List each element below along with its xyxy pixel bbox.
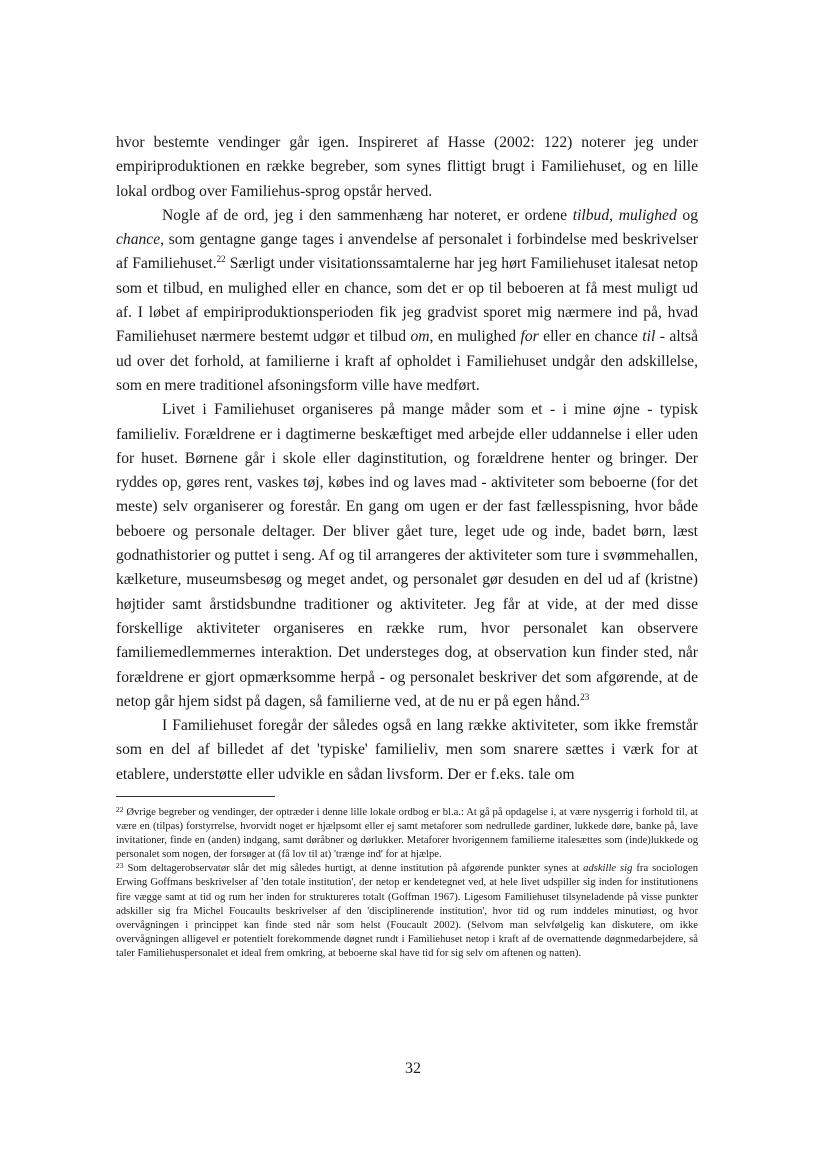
term-om: om — [410, 328, 430, 346]
footnote-23: $^{23}$ Som deltagerobservatør slår det mig således hurtigt, at denne institution på afgørende punkter synes at adskille sig fra sociologen Erwing Goffmans beskrivelser af 'den totale institution', der netop er kendetegnet ved, at hele livet udspiller sig inden for institutionens fire vægge samt at tid og rum her inden for struktureres totalt (Goffman 1967). Ligesom Familiehuset tilsyneladende på visse punkter adskiller sig fra Michel Foucaults beskrivelser af den 'disciplinerende institution', hvor tid og rum inddeles minutiøst, og hvor overvågningen i princippet kan finde sted når som helst (Foucault 2002). (Selvom man selvfølgelig kan diskutere, om ikke overvågningen alligevel er potentielt forekommende døgnet rundt i Familiehuset netop i kraft af de overnattende døgnmedarbejdere, så taler Familiehuspersonalet et ideal frem omkring, at beboerne skal have tid for sig selv om aftenen og natten). — [116, 861, 698, 959]
term-chance: chance — [116, 231, 161, 249]
page-number: 32 — [405, 1060, 421, 1077]
footnote-separator — [116, 796, 275, 797]
term-adskille-sig: adskille sig — [583, 863, 633, 875]
footnotes — [116, 806, 698, 961]
term-for: for — [520, 328, 539, 346]
term-tilbud: tilbud — [572, 206, 610, 224]
footnote-ref-23[interactable]: 23 — [580, 691, 590, 702]
footnote-ref-22[interactable]: 22 — [216, 254, 226, 265]
body-text — [116, 131, 698, 787]
footnote-22: $^{22}$ Øvrige begreber og vendinger, der optræder i denne lille lokale ordbog er bl.a.: At gå på opdagelse i, at være nysgerrig i forhold til, at være en (tilpas) forstyrrelse, hvorvidt noget er hjælpsomt eller ej samt metaforer som nedrullede gardiner, lukkede døre, banke på, lave invitationer, finde en (anden) indgang, samt døråbner og dørlukker. Metaforer hvorigennem familierne italesættes som (inde)lukkede og personalet som nogen, der forsøger at (få lov til at) 'trænge ind' for at hjælpe. — [116, 805, 698, 861]
term-til: til — [642, 328, 656, 346]
paragraph-2: Nogle af de ord, jeg i den sammenhæng har noteret, er ordene tilbud, mulighed og chance, som gentagne gange tages i anvendelse af personalet i forbindelse med beskrivelser af Familiehuset.$^{22}$ Særligt under visitationssamtalerne har jeg hørt Familiehuset italesat netop som et tilbud, en mulighed eller en chance, som det er op til beboeren at få mest muligt ud af. I løbet af empiriproduktionsperioden fik jeg gradvist sporet mig nærmere ind på, hvad Familiehuset nærmere bestemt udgør et tilbud om, en mulighed for eller en chance til - altså ud over det forhold, at familierne i kraft af opholdet i Familiehuset undgår den adskillelse, som en mere traditionel afsoningsform ville have medført. — [116, 206, 699, 394]
paragraph-3: Livet i Familiehuset organiseres på mange måder som et - i mine øjne - typisk familieliv. Forældrene er i dagtimerne beskæftiget med arbejde eller uddannelse i eller uden for huset. Børnene går i skole eller daginstitution, og forældrene henter og bringer. Der ryddes op, gøres rent, vaskes tøj, købes ind og laves mad - aktiviteter som beboerne (for det meste) selv organiserer og forestår. En gang om ugen er der fast fællesspisning, hvor både beboere og personale deltager. Der bliver gået ture, leget ude og inde, badet børn, læst godnathistorier og puttet i seng. Af og til arrangeres der aktiviteter som ture i svømmehallen, kælketure, museumsbesøg og meget andet, og personalet gør desuden en del ud af (kristne) højtider samt årstidsbundne traditioner og aktiviteter. Jeg får at vide, at der med disse forskellige aktiviteter organiseres en række rum, hvor personalet kan observere familiemedlemmernes interaktion. Det understeges dog, at observation kun finder sted, når forældrene er gjort opmærksomme herpå - og personalet beskriver det som afgørende, at de netop går hjem sidst på dagen, så familierne ved, at de nu er på egen hånd.$^{23}$ — [116, 401, 698, 710]
footnote-number: 22 — [116, 805, 124, 814]
paragraph-1: hvor bestemte vendinger går igen. Inspireret af Hasse (2002: 122) noterer jeg under empiriproduktionen en række begreber, som synes flittigt brugt i Familiehuset, og en lille lokal ordbog over Familiehus-sprog opstår herved. — [116, 134, 698, 200]
paragraph-4: I Familiehuset foregår der således også en lang række aktiviteter, som ikke fremstår som en del af billedet af det 'typiske' familieliv, men som snarere sættes i værk for at etablere, understøtte eller udvikle en sådan livsform. Der er f.eks. tale om — [116, 717, 698, 783]
footnote-number: 23 — [116, 861, 124, 871]
term-mulighed: mulighed — [618, 206, 677, 224]
